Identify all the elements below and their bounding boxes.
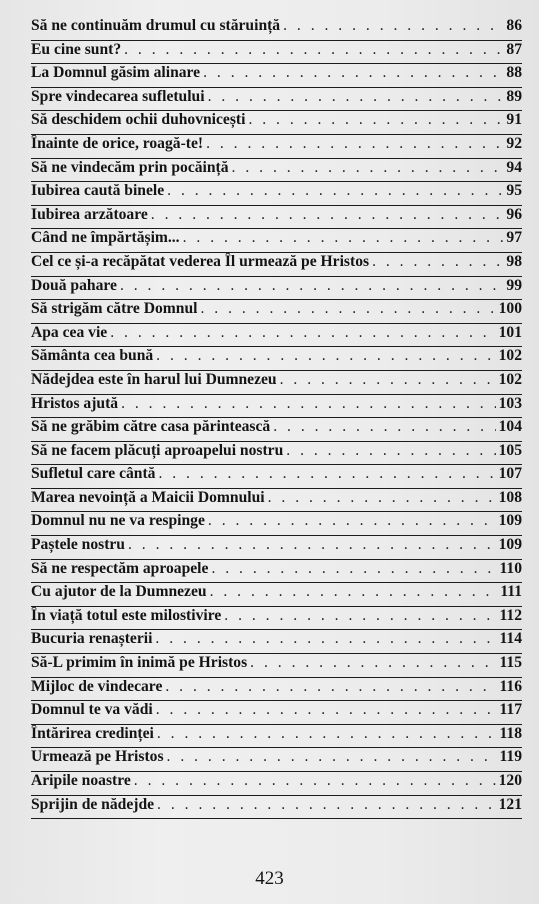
dot-leader bbox=[286, 442, 495, 460]
dot-leader bbox=[273, 418, 495, 436]
dot-leader bbox=[224, 607, 496, 625]
toc-entry bbox=[31, 560, 522, 584]
toc-entry-title: Bucuria renașterii bbox=[31, 630, 153, 648]
dot-leader bbox=[157, 725, 497, 743]
toc-entry-page-number: 88 bbox=[506, 64, 522, 82]
toc-entry-page-number: 97 bbox=[506, 229, 522, 247]
toc-entry-title: Nădejdea este în harul lui Dumnezeu bbox=[31, 370, 277, 388]
dot-leader bbox=[183, 229, 504, 247]
dot-leader bbox=[151, 206, 504, 224]
toc-entry bbox=[31, 88, 522, 112]
dot-leader bbox=[200, 300, 495, 318]
toc-entry bbox=[31, 701, 522, 725]
toc-entry-title: Iubirea arzătoare bbox=[31, 205, 148, 223]
toc-entry-page-number: 91 bbox=[506, 111, 522, 129]
toc-entry-page-number: 119 bbox=[499, 748, 522, 766]
toc-entry-page-number: 102 bbox=[498, 370, 522, 388]
toc-entry bbox=[31, 64, 522, 88]
toc-entry-page-number: 118 bbox=[499, 724, 522, 742]
toc-entry bbox=[31, 206, 522, 230]
dot-leader bbox=[167, 182, 503, 200]
toc-entry-page-number: 94 bbox=[506, 158, 522, 176]
dot-leader bbox=[206, 135, 503, 153]
toc-entry bbox=[31, 111, 522, 135]
toc-entry bbox=[31, 159, 522, 183]
toc-entry-title: Marea nevoință a Maicii Domnului bbox=[31, 488, 265, 506]
dot-leader bbox=[156, 347, 495, 365]
toc-entry-page-number: 117 bbox=[499, 701, 522, 719]
toc-entry-title: Aripile noastre bbox=[31, 772, 131, 789]
toc-entry bbox=[31, 678, 522, 702]
toc-entry-page-number: 116 bbox=[499, 677, 522, 695]
toc-entry-page-number: 96 bbox=[506, 205, 522, 223]
toc-entry bbox=[31, 418, 522, 442]
toc-entry-title: Sământa cea bună bbox=[31, 347, 154, 365]
toc-entry bbox=[31, 277, 522, 301]
toc-entry-page-number: 121 bbox=[498, 795, 522, 813]
dot-leader bbox=[120, 277, 503, 295]
dot-leader bbox=[110, 324, 495, 342]
toc-entry bbox=[31, 371, 522, 395]
toc-entry bbox=[31, 253, 522, 277]
toc-entry bbox=[31, 630, 522, 654]
toc-entry-page-number: 101 bbox=[498, 323, 522, 341]
toc-entry-title: Apa cea vie bbox=[31, 323, 108, 341]
toc-entry-page-number: 98 bbox=[506, 252, 522, 270]
toc-entry-title: Hristos ajută bbox=[31, 394, 119, 412]
dot-leader bbox=[124, 41, 503, 59]
dot-leader bbox=[211, 560, 496, 578]
toc-entry-page-number: 95 bbox=[506, 182, 522, 200]
toc-entry bbox=[31, 135, 522, 159]
toc-entry-page-number: 99 bbox=[506, 276, 522, 294]
toc-entry-title: La Domnul găsim alinare bbox=[31, 64, 201, 82]
dot-leader bbox=[167, 748, 497, 766]
toc-entry-title: Două pahare bbox=[31, 276, 117, 294]
dot-leader bbox=[158, 465, 495, 483]
toc-entry-page-number: 103 bbox=[498, 394, 522, 412]
toc-entry-title: Mijloc de vindecare bbox=[31, 677, 163, 695]
toc-entry-page-number: 112 bbox=[499, 606, 522, 624]
toc-entry bbox=[31, 442, 522, 466]
toc-entry-page-number: 111 bbox=[500, 583, 522, 601]
toc-entry-title: Domnul te va vădi bbox=[31, 701, 153, 719]
dot-leader bbox=[232, 159, 504, 177]
toc-entry-title: Întărirea credinței bbox=[31, 724, 154, 742]
toc-entry bbox=[31, 772, 522, 796]
toc-entry-page-number: 109 bbox=[498, 536, 522, 554]
toc-entry-title: Să deschidem ochii duhovnicești bbox=[31, 111, 246, 129]
toc-entry bbox=[31, 17, 522, 41]
toc-entry-title: Să strigăm către Domnul bbox=[31, 300, 198, 318]
toc-entry-title: În viață totul este milostivire bbox=[31, 606, 222, 624]
toc-entry-title: Urmează pe Hristos bbox=[31, 748, 164, 766]
toc-entry bbox=[31, 347, 522, 371]
dot-leader bbox=[208, 88, 504, 106]
dot-leader bbox=[248, 111, 503, 129]
dot-leader bbox=[372, 253, 503, 271]
toc-entry bbox=[31, 324, 522, 348]
toc-entry-title: Înainte de orice, roagă-te! bbox=[31, 134, 204, 152]
toc-entry-page-number: 114 bbox=[499, 630, 522, 648]
toc-entry-page-number: 92 bbox=[506, 134, 522, 152]
toc-entry bbox=[31, 182, 522, 206]
dot-leader bbox=[157, 796, 496, 814]
dot-leader bbox=[134, 772, 496, 790]
toc-entry-title: Sprijin de nădejde bbox=[31, 795, 155, 813]
toc-entry bbox=[31, 654, 522, 678]
toc-entry-page-number: 104 bbox=[498, 418, 522, 436]
toc-entry-title: Să ne facem plăcuți aproapelui nostru bbox=[31, 441, 284, 459]
toc-entry-title: Spre vindecarea sufletului bbox=[31, 87, 205, 105]
dot-leader bbox=[250, 654, 496, 672]
toc-entry-title: Cu ajutor de la Dumnezeu bbox=[31, 583, 207, 601]
toc-entry bbox=[31, 465, 522, 489]
toc-entry-page-number: 86 bbox=[506, 17, 522, 34]
dot-leader bbox=[283, 17, 503, 35]
dot-leader bbox=[208, 512, 496, 530]
dot-leader bbox=[268, 489, 496, 507]
toc-entry bbox=[31, 583, 522, 607]
toc-entry bbox=[31, 41, 522, 65]
dot-leader bbox=[203, 64, 503, 82]
toc-entry-title: Să ne continuăm drumul cu stăruință bbox=[31, 17, 281, 34]
page-number: 423 bbox=[255, 868, 284, 889]
toc-entry bbox=[31, 300, 522, 324]
toc-entry bbox=[31, 725, 522, 749]
table-of-contents bbox=[31, 17, 522, 819]
toc-entry-page-number: 108 bbox=[498, 488, 522, 506]
toc-entry-title: Când ne împărtășim... bbox=[31, 229, 180, 247]
toc-entry-title: Cel ce și-a recăpătat vederea Îl urmează pe Hristos bbox=[31, 252, 370, 270]
toc-entry-title: Eu cine sunt? bbox=[31, 40, 122, 58]
toc-entry-title: Să ne vindecăm prin pocăință bbox=[31, 158, 229, 176]
toc-entry-page-number: 109 bbox=[498, 512, 522, 530]
dot-leader bbox=[155, 630, 496, 648]
toc-entry-page-number: 105 bbox=[498, 441, 522, 459]
toc-entry-page-number: 110 bbox=[499, 559, 522, 577]
toc-entry-title: Să ne grăbim către casa părintească bbox=[31, 418, 271, 436]
toc-entry bbox=[31, 229, 522, 253]
toc-entry bbox=[31, 796, 522, 820]
dot-leader bbox=[280, 371, 496, 389]
toc-entry bbox=[31, 536, 522, 560]
toc-entry-title: Să ne respectăm aproapele bbox=[31, 559, 209, 577]
toc-entry bbox=[31, 748, 522, 772]
toc-entry-page-number: 115 bbox=[499, 654, 522, 672]
toc-entry-page-number: 120 bbox=[498, 772, 522, 789]
toc-entry-page-number: 107 bbox=[498, 465, 522, 483]
dot-leader bbox=[165, 678, 496, 696]
toc-entry bbox=[31, 607, 522, 631]
toc-entry bbox=[31, 395, 522, 419]
toc-entry-title: Sufletul care cântă bbox=[31, 465, 156, 483]
toc-entry-page-number: 87 bbox=[506, 40, 522, 58]
dot-leader bbox=[128, 536, 496, 554]
toc-entry-title: Domnul nu ne va respinge bbox=[31, 512, 205, 530]
toc-entry-title: Iubirea caută binele bbox=[31, 182, 165, 200]
dot-leader bbox=[156, 701, 497, 719]
toc-entry-title: Paștele nostru bbox=[31, 536, 125, 554]
dot-leader bbox=[210, 583, 498, 601]
toc-entry-page-number: 89 bbox=[506, 87, 522, 105]
dot-leader bbox=[121, 395, 496, 413]
toc-entry bbox=[31, 512, 522, 536]
toc-entry-page-number: 100 bbox=[498, 300, 522, 318]
toc-entry-title: Să-L primim în inimă pe Hristos bbox=[31, 654, 248, 672]
toc-entry bbox=[31, 489, 522, 513]
toc-entry-page-number: 102 bbox=[498, 347, 522, 365]
